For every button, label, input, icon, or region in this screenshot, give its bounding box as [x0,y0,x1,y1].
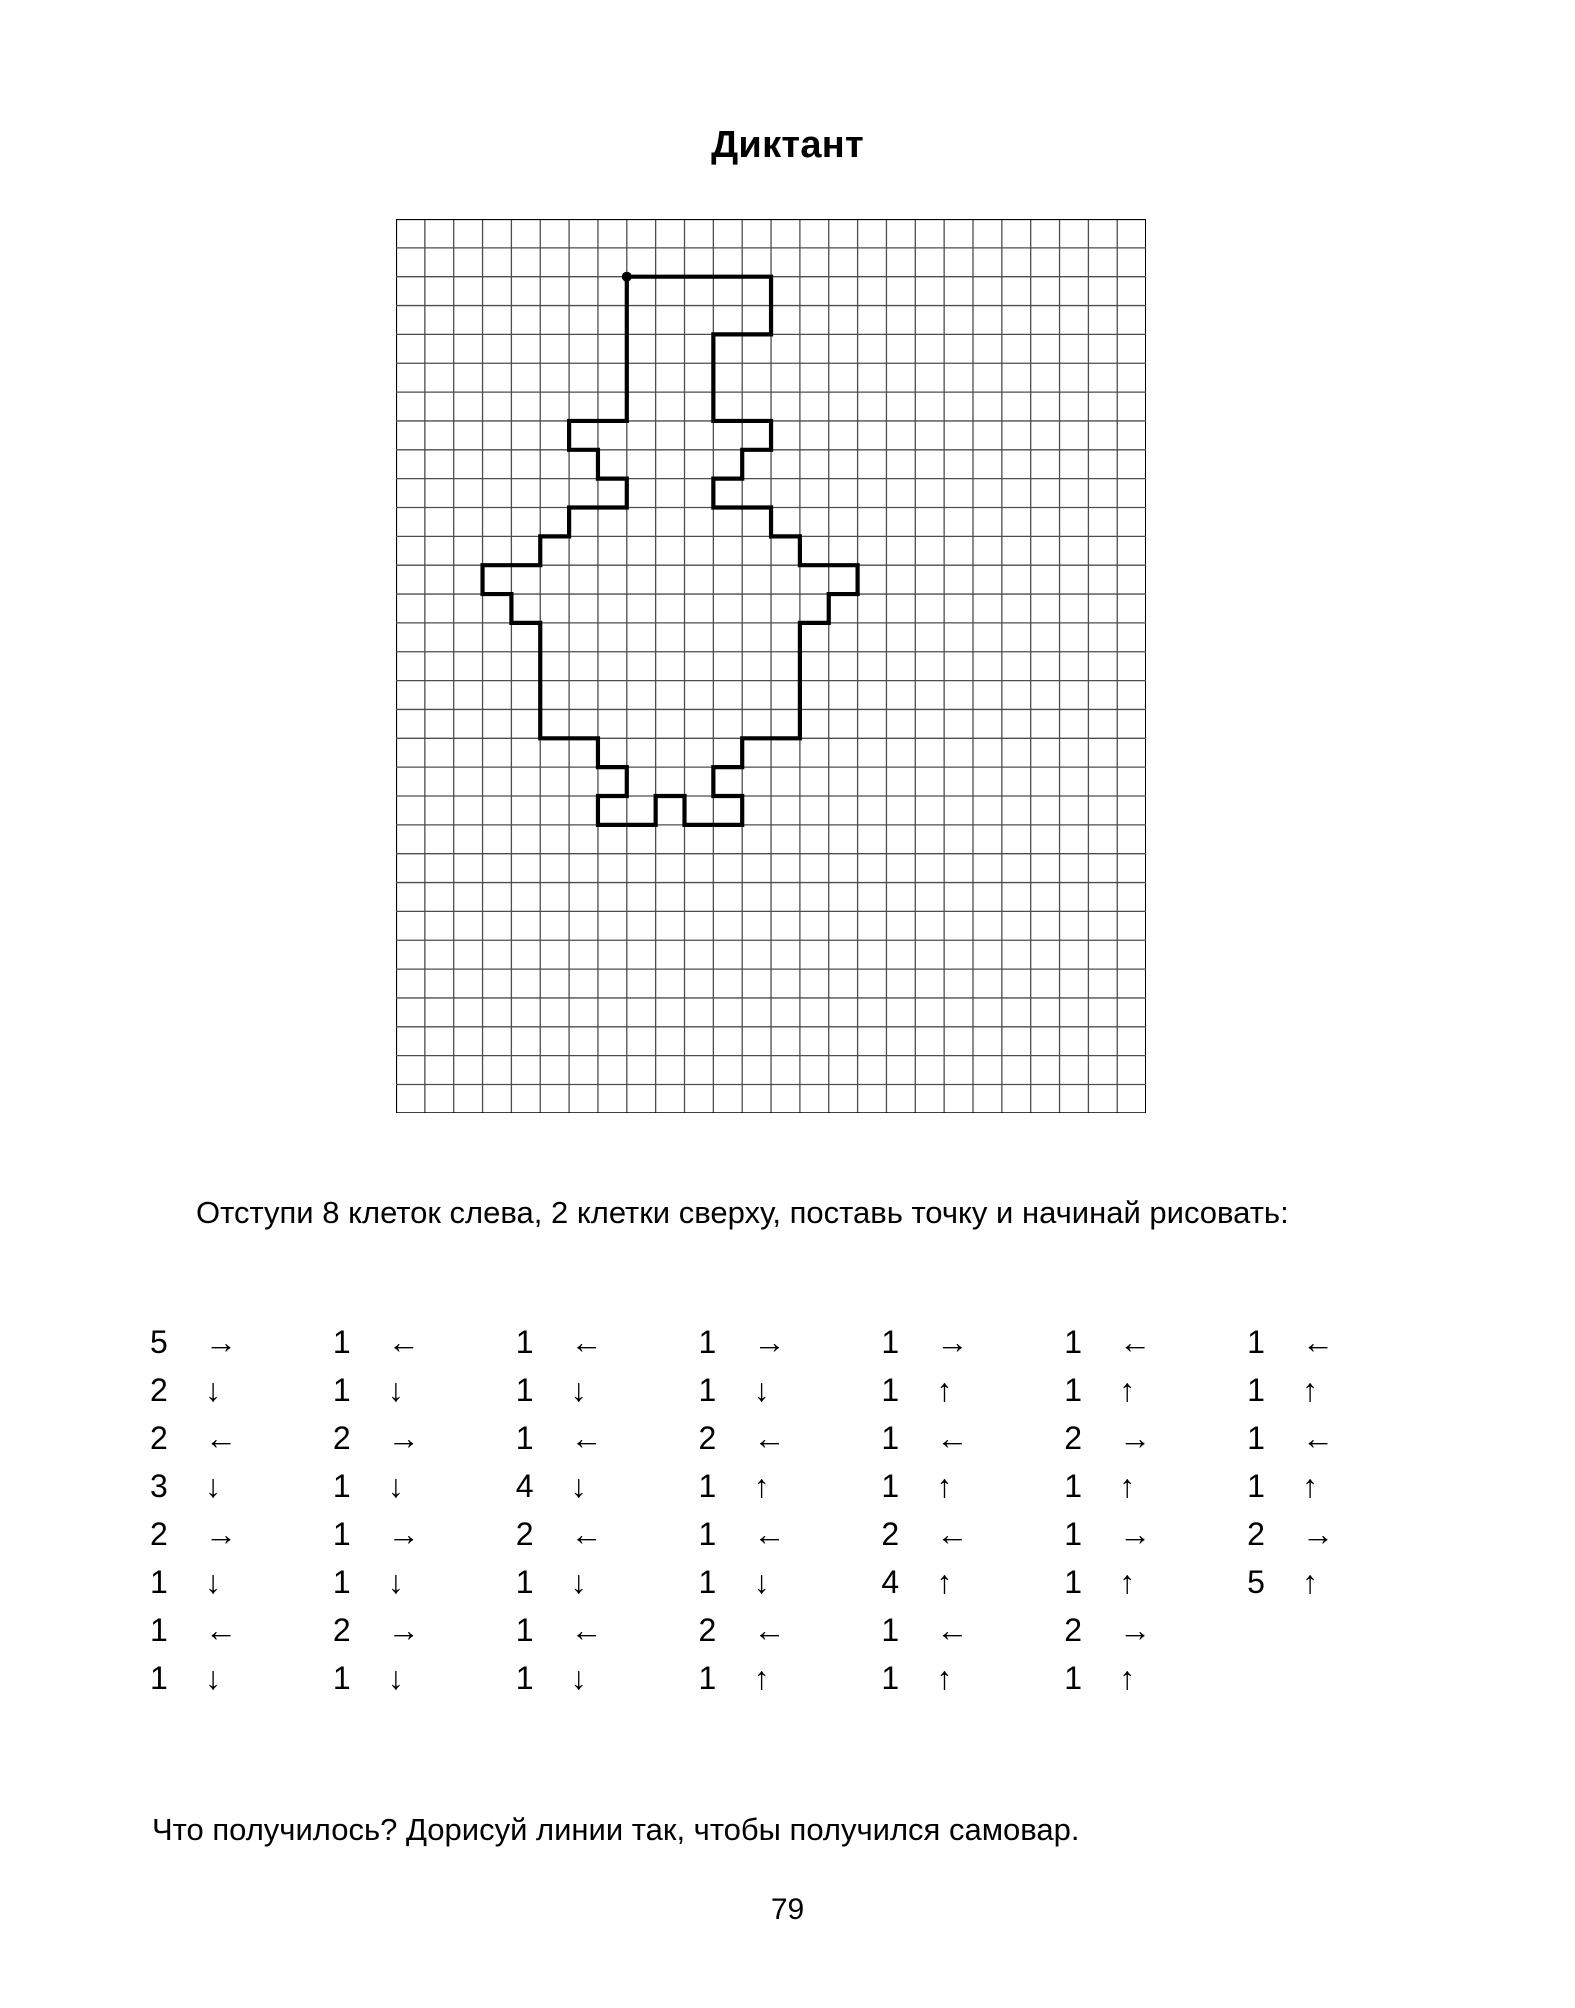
move-arrow-icon: → [1119,1419,1152,1456]
move-arrow-icon: ↓ [570,1563,587,1600]
move-count: 2 [1247,1515,1265,1552]
move-count: 1 [1247,1371,1265,1408]
move-count: 1 [515,1563,534,1600]
move-arrow-icon: → [753,1323,786,1360]
move-count: 1 [332,1371,351,1408]
move-arrow-icon: ↑ [1302,1371,1319,1408]
move-arrow-icon: ↓ [753,1563,770,1600]
move-arrow-icon: ↓ [204,1371,221,1408]
move-count: 5 [150,1323,168,1360]
move-count: 4 [881,1563,900,1600]
move-count [1247,1654,1278,1702]
move-arrow-icon: ↑ [936,1563,953,1600]
move-arrow-icon: → [1119,1611,1152,1648]
move-arrow-icon: ↑ [936,1467,953,1504]
move-arrow-icon: → [387,1515,420,1552]
move-arrow-icon: ← [570,1419,603,1456]
move-count: 1 [881,1467,900,1504]
move-arrow-icon: ↓ [387,1659,404,1696]
move-count: 1 [1247,1419,1265,1456]
move-count: 1 [515,1323,534,1360]
move-arrow-icon: → [204,1515,237,1552]
move-count: 1 [332,1515,351,1552]
move-count: 5 [1247,1563,1265,1600]
move-count: 1 [1064,1323,1083,1360]
move-count: 4 [515,1467,534,1504]
move-arrow-icon: ↓ [570,1371,587,1408]
move-arrow-icon: ↓ [204,1467,221,1504]
move-count: 1 [150,1563,168,1600]
move-count: 1 [698,1467,717,1504]
move-arrow-icon: ↓ [570,1467,587,1504]
moves-row [150,1654,1430,1702]
move-arrow-icon: ↑ [1119,1371,1136,1408]
move-count: 1 [881,1323,900,1360]
move-arrow-icon: ↓ [387,1563,404,1600]
move-count: 1 [150,1659,168,1696]
move-count: 1 [698,1323,717,1360]
moves-row [150,1606,1430,1654]
move-count: 2 [332,1419,351,1456]
move-arrow-icon: ↑ [1119,1563,1136,1600]
move-count: 1 [698,1563,717,1600]
move-arrow-icon: ← [204,1611,237,1648]
move-arrow-icon [1278,1654,1430,1702]
move-arrow-icon: ← [204,1419,237,1456]
moves-table [150,1318,1430,1702]
move-count: 2 [1064,1419,1083,1456]
moves-row [150,1366,1430,1414]
move-arrow-icon: → [387,1419,420,1456]
move-count: 1 [881,1371,900,1408]
move-arrow-icon: ← [936,1419,969,1456]
move-arrow-icon: ↑ [1302,1563,1319,1600]
move-arrow-icon: → [1302,1515,1335,1552]
move-count: 1 [1247,1467,1265,1504]
move-count: 2 [150,1371,168,1408]
move-arrow-icon: ← [570,1323,603,1360]
move-arrow-icon: → [387,1611,420,1648]
move-arrow-icon: ↑ [1119,1467,1136,1504]
move-count: 1 [881,1419,900,1456]
move-arrow-icon: ↓ [204,1659,221,1696]
move-count: 1 [515,1659,534,1696]
move-count: 1 [515,1371,534,1408]
move-count: 1 [881,1659,900,1696]
move-arrow-icon: ← [936,1515,969,1552]
move-arrow-icon: ↑ [936,1371,953,1408]
move-arrow-icon: ← [753,1611,786,1648]
move-arrow-icon: ← [570,1515,603,1552]
page-number: 79 [770,1893,805,1926]
move-count: 2 [698,1611,717,1648]
grid-svg [396,219,1146,1113]
moves-row [150,1414,1430,1462]
page-title: Диктант [711,124,864,166]
moves-row [150,1462,1430,1510]
move-count: 1 [515,1419,534,1456]
move-arrow-icon: ← [387,1323,420,1360]
instruction-paragraph [152,1190,1422,1236]
move-arrow-icon: ← [1302,1323,1335,1360]
move-count: 1 [698,1659,717,1696]
move-count: 1 [150,1611,168,1648]
move-arrow-icon: ← [570,1611,603,1648]
move-count: 3 [150,1467,168,1504]
instruction-text: Отступи 8 клеток слева, 2 клетки сверху, поставь точку и начинай рисовать: [196,1195,1289,1230]
move-count: 1 [1064,1371,1083,1408]
move-arrow-icon: ↑ [936,1659,953,1696]
move-arrow-icon: ← [1119,1323,1152,1360]
move-arrow-icon: ← [753,1515,786,1552]
move-count: 1 [332,1467,351,1504]
move-count: 2 [881,1515,900,1552]
move-arrow-icon: ↓ [570,1659,587,1696]
move-count: 1 [332,1563,351,1600]
move-count: 2 [1064,1611,1083,1648]
move-arrow-icon: ↑ [1302,1467,1319,1504]
move-arrow-icon: ↓ [387,1467,404,1504]
move-count: 2 [332,1611,351,1648]
move-arrow-icon: ↑ [1119,1659,1136,1696]
move-arrow-icon: ← [936,1611,969,1648]
move-count: 1 [332,1323,351,1360]
move-arrow-icon: ← [1302,1419,1335,1456]
move-count: 2 [515,1515,534,1552]
move-count: 1 [1064,1467,1083,1504]
move-count [1247,1606,1278,1654]
move-arrow-icon: → [1119,1515,1152,1552]
move-arrow-icon: ↓ [387,1371,404,1408]
move-count: 1 [1064,1563,1083,1600]
move-arrow-icon: → [936,1323,969,1360]
moves-row [150,1510,1430,1558]
move-count: 1 [698,1371,717,1408]
move-count: 2 [150,1515,168,1552]
move-count: 1 [332,1659,351,1696]
move-arrow-icon: → [204,1323,237,1360]
closing-question: Что получилось? Дорисуй линии так, чтобы получился самовар. [152,1812,1080,1847]
start-point-dot [622,272,632,282]
move-count: 1 [1064,1515,1083,1552]
figure-outline-path [483,277,858,825]
moves-row [150,1558,1430,1606]
move-arrow-icon: ↑ [753,1659,770,1696]
move-count: 1 [1247,1323,1265,1360]
move-arrow-icon: ↓ [753,1371,770,1408]
move-count: 1 [881,1611,900,1648]
move-arrow-icon: ← [753,1419,786,1456]
graphic-dictation-grid [396,219,1146,1127]
move-arrow-icon: ↓ [204,1563,221,1600]
move-arrow-icon: ↑ [753,1467,770,1504]
moves-row [150,1318,1430,1366]
move-count: 1 [515,1611,534,1648]
move-count: 1 [698,1515,717,1552]
move-count: 1 [1064,1659,1083,1696]
move-count: 2 [150,1419,168,1456]
move-arrow-icon [1278,1606,1430,1654]
move-count: 2 [698,1419,717,1456]
